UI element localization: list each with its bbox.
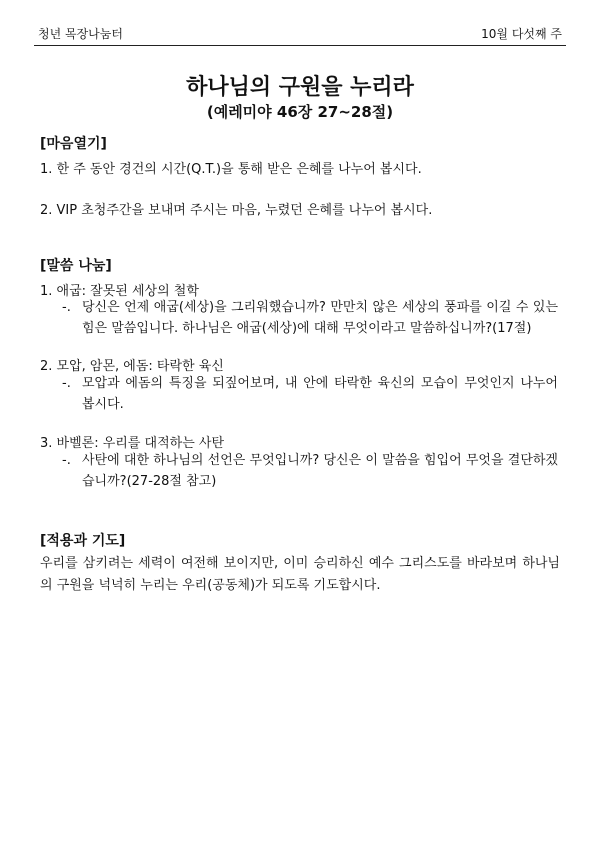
dash-marker: -. [62, 376, 71, 391]
word-item-3-title: 3. 바벨론: 우리를 대적하는 사탄 [40, 436, 225, 451]
header-divider [34, 45, 566, 46]
word-item-2-question [62, 373, 558, 415]
word-item-1-title: 1. 애굽: 잘못된 세상의 철학 [40, 284, 199, 299]
word-item-3-text: 사탄에 대한 하나님의 선언은 무엇입니까? 당신은 이 말씀을 힘입어 무엇을 결단하겠습니까?(27-28절 참고) [82, 453, 558, 489]
word-item-2-text: 모압과 에돔의 특징을 되짚어보며, 내 안에 타락한 육신의 모습이 무엇인지 나누어 봅시다. [82, 376, 558, 412]
dash-marker: -. [62, 453, 71, 468]
word-item-1-text: 당신은 언제 애굽(세상)을 그리워했습니까? 만만치 않은 세상의 풍파를 이길 수 있는 힘은 말씀입니다. 하나님은 애굽(세상)에 대해 무엇이라고 말씀하십니까?(17절) [82, 300, 558, 336]
opening-heading: [마음열기] [40, 136, 107, 152]
word-heading: [말씀 나눔] [40, 258, 112, 274]
word-item-2-title: 2. 모압, 암몬, 에돔: 타락한 육신 [40, 359, 224, 374]
header-left-text: 청년 목장나눔터 [38, 27, 123, 41]
page-subtitle: (예레미야 46장 27~28절) [206, 103, 394, 121]
opening-item-1: 1. 한 주 동안 경건의 시간(Q.T.)을 통해 받은 은혜를 나누어 봅시다. [40, 162, 422, 177]
word-item-3-question [62, 450, 558, 492]
apply-text: 우리를 삼키려는 세력이 여전해 보이지만, 이미 승리하신 예수 그리스도를 바라보며 하나님의 구원을 넉넉히 누리는 우리(공동체)가 되도록 기도합시다. [40, 556, 560, 593]
header-right-text: 10월 다섯째 주 [481, 27, 562, 41]
page-title: 하나님의 구원을 누리라 [186, 75, 414, 100]
opening-item-2: 2. VIP 초청주간을 보내며 주시는 마음, 누렸던 은혜를 나누어 봅시다. [40, 203, 433, 218]
word-item-1-question [62, 297, 558, 339]
apply-heading: [적용과 기도] [40, 533, 126, 549]
dash-marker: -. [62, 300, 71, 315]
